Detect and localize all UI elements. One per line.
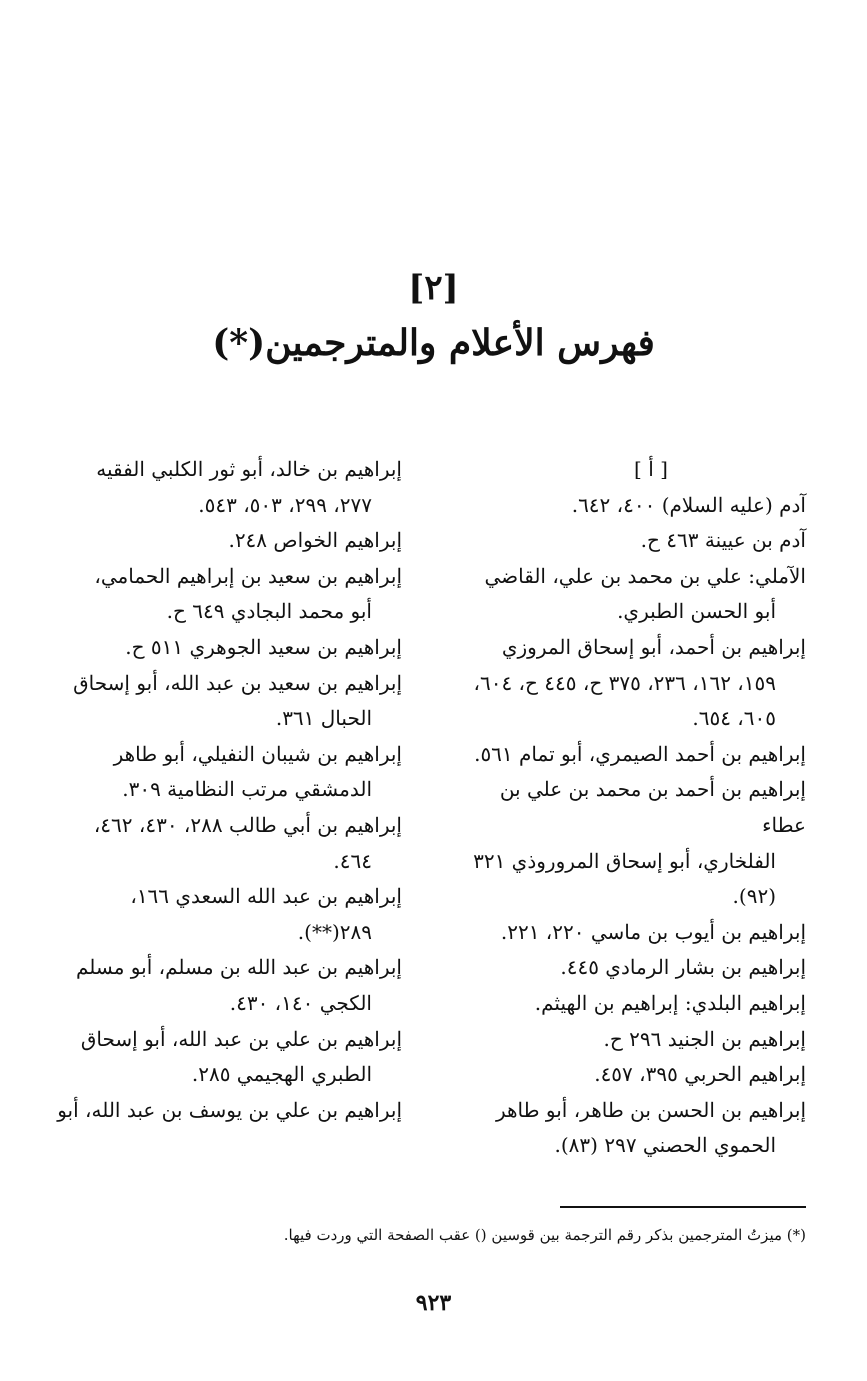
index-entry: إبراهيم بن بشار الرمادي ٤٤٥. xyxy=(560,955,806,980)
index-entry: إبراهيم بن عبد الله بن مسلم، أبو مسلم الكجي ١٤٠، ٤٣٠. xyxy=(75,955,402,1015)
index-entry: إبراهيم بن سعيد بن عبد الله، أبو إسحاق الحبال ٣٦١. xyxy=(73,670,402,731)
page-number: ٩٢٣ xyxy=(415,1290,452,1316)
index-entry: إبراهيم الحربي ٣٩٥، ٤٥٧. xyxy=(594,1062,806,1087)
index-entry: إبراهيم بن خالد، أبو ثور الكلبي الفقيه ٢٧٧، ٢٩٩، ٥٠٣، ٥٤٣. xyxy=(96,457,402,517)
index-entry: إبراهيم بن عبد الله السعدي ١٦٦، ٢٨٩(**). xyxy=(130,884,402,944)
letter-heading: [ أ ] xyxy=(634,457,668,481)
index-entry: إبراهيم الخواص ٢٤٨. xyxy=(228,528,402,553)
index-entry: الآملي: علي بن محمد بن علي، القاضي أبو الحسن الطبري. xyxy=(484,563,806,624)
index-entry: إبراهيم بن أيوب بن ماسي ٢٢٠، ٢٢١. xyxy=(500,919,806,944)
index-entry: آدم بن عيينة ٤٦٣ ح. xyxy=(640,528,806,553)
footnote-divider xyxy=(560,1206,806,1208)
index-entry: إبراهيم بن شيبان النفيلي، أبو طاهر الدمشقي مرتب النظامية ٣٠٩. xyxy=(113,741,402,802)
index-entry: إبراهيم بن أحمد بن محمد بن علي بن عطاء الفلخاري، أبو إسحاق المروروذي ٣٢١ (٩٢). xyxy=(473,777,806,909)
section-number: [٢] xyxy=(408,268,459,308)
index-title: فهرس الأعلام والمترجمين(*) xyxy=(212,322,655,364)
index-entry: إبراهيم بن الجنيد ٢٩٦ ح. xyxy=(603,1026,806,1051)
index-entry: إبراهيم البلدي: إبراهيم بن الهيثم. xyxy=(534,990,806,1015)
index-column-left xyxy=(50,452,402,1128)
index-entry: إبراهيم بن سعيد الجوهري ٥١١ ح. xyxy=(125,634,402,659)
index-entry: إبراهيم بن علي بن يوسف بن عبد الله، أبو xyxy=(57,1097,402,1122)
index-entry: إبراهيم بن علي بن عبد الله، أبو إسحاق الطبري الهجيمي ٢٨٥. xyxy=(80,1026,402,1087)
index-entry: إبراهيم بن سعيد بن إبراهيم الحمامي، أبو محمد البجادي ٦٤٩ ح. xyxy=(94,563,402,624)
footnote: (*) ميزتُ المترجمين بذكر رقم الترجمة بين قوسين () عقب الصفحة التي وردت فيها. xyxy=(283,1226,806,1244)
index-entry: إبراهيم بن أبي طالب ٢٨٨، ٤٣٠، ٤٦٢، ٤٦٤. xyxy=(93,812,402,873)
index-column-right xyxy=(456,452,806,1164)
index-entry: إبراهيم بن أحمد، أبو إسحاق المروزي ١٥٩، ١٦٢، ٢٣٦، ٣٧٥ ح، ٤٤٥ ح، ٦٠٤، ٦٠٥، ٦٥٤. xyxy=(473,634,806,731)
index-entry: إبراهيم بن أحمد الصيمري، أبو تمام ٥٦١. xyxy=(474,741,806,766)
index-entry: إبراهيم بن الحسن بن طاهر، أبو طاهر الحموي الحصني ٢٩٧ (٨٣). xyxy=(495,1097,806,1158)
index-entry: آدم (عليه السلام) ٤٠٠، ٦٤٢. xyxy=(571,492,806,517)
